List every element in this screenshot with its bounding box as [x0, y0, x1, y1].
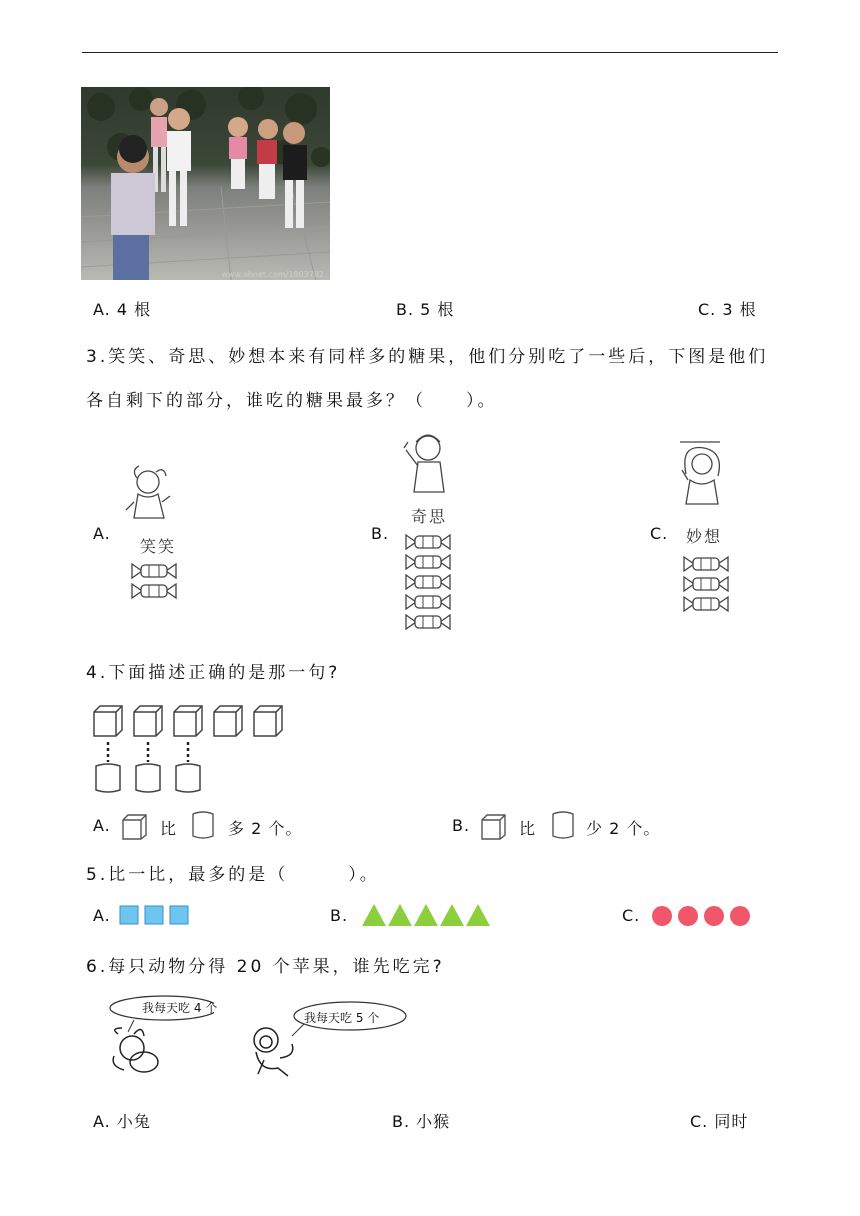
miaoxiang-name: 妙想 — [686, 527, 723, 546]
children-photo — [81, 87, 330, 280]
cube-icon — [254, 706, 282, 736]
triangle-icon — [466, 904, 490, 926]
xiaoxiao-candies — [130, 562, 178, 602]
xiaoxiao-name: 笑笑 — [140, 537, 177, 556]
q6-option-b: B. 小猴 — [392, 1112, 451, 1131]
q4-option-a-letter: A. — [93, 816, 111, 835]
cylinder-icon — [136, 764, 160, 792]
q4-option-b-bi: 比 — [519, 819, 537, 838]
cube-icon — [478, 812, 508, 840]
q3-text-line1: 3.笑笑、奇思、妙想本来有同样多的糖果，他们分别吃了一些后，下图是他们 — [86, 347, 769, 367]
triangle-icon — [362, 904, 386, 926]
q4-text: 4.下面描述正确的是那一句? — [86, 663, 341, 683]
q2-option-b: B. 5 根 — [396, 300, 455, 319]
q5-option-c-letter: C. — [622, 906, 641, 925]
q4-option-b-letter: B. — [452, 816, 471, 835]
xiaoxiao-figure-icon — [120, 462, 180, 532]
q6-option-c: C. 同时 — [690, 1112, 749, 1131]
qisi-name: 奇思 — [411, 507, 448, 526]
q5-option-b-letter: B. — [330, 906, 349, 925]
cylinder-icon — [549, 810, 577, 840]
candy-icon — [682, 575, 730, 593]
q6-text: 6.每只动物分得 20 个苹果，谁先吃完? — [86, 957, 445, 977]
cylinder-icon — [96, 764, 120, 792]
q5-text: 5.比一比，最多的是（ ）。 — [86, 865, 380, 885]
q3-text-line2: 各自剩下的部分，谁吃的糖果最多？（ ）。 — [86, 391, 498, 411]
miaoxiang-candies — [682, 555, 730, 615]
qisi-candies — [404, 533, 452, 633]
qisi-figure-icon — [396, 428, 456, 498]
candy-icon — [130, 582, 178, 600]
q3-choice-a-letter: A. — [93, 524, 111, 543]
q2-option-c: C. 3 根 — [698, 300, 757, 319]
q5-squares — [118, 904, 198, 928]
cube-icon — [119, 812, 149, 840]
circle-icon — [704, 906, 724, 926]
cube-icon — [134, 706, 162, 736]
square-icon — [170, 906, 188, 924]
q3-choice-c-letter: C. — [650, 524, 669, 543]
candy-icon — [404, 573, 452, 591]
cylinder-icon — [189, 810, 217, 840]
q5-circles — [650, 904, 760, 928]
q4-option-a-rest: 多 2 个。 — [228, 819, 303, 838]
candy-icon — [404, 613, 452, 631]
cube-icon — [174, 706, 202, 736]
cube-icon — [214, 706, 242, 736]
circle-icon — [730, 906, 750, 926]
circle-icon — [652, 906, 672, 926]
triangle-icon — [414, 904, 438, 926]
cubes-cylinders-figure — [90, 700, 300, 796]
candy-icon — [404, 553, 452, 571]
q3-choice-b-letter: B. — [371, 524, 390, 543]
header-rule — [82, 52, 778, 53]
candy-icon — [130, 562, 178, 580]
triangle-icon — [440, 904, 464, 926]
square-icon — [145, 906, 163, 924]
miaoxiang-figure-icon — [672, 440, 732, 512]
triangle-icon — [388, 904, 412, 926]
square-icon — [120, 906, 138, 924]
q6-option-a: A. 小兔 — [93, 1112, 151, 1131]
monkey-speech-bubble: 我每天吃 5 个 — [304, 1011, 380, 1025]
cube-icon — [94, 706, 122, 736]
candy-icon — [404, 593, 452, 611]
circle-icon — [678, 906, 698, 926]
q4-option-a-bi: 比 — [160, 819, 178, 838]
q5-option-a-letter: A. — [93, 906, 111, 925]
q5-triangles — [360, 902, 495, 928]
photo-watermark: www.ahnet.com/1803782 — [221, 270, 324, 279]
candy-icon — [682, 595, 730, 613]
q4-option-b-rest: 少 2 个。 — [586, 819, 661, 838]
q2-option-a: A. 4 根 — [93, 300, 152, 319]
candy-icon — [682, 555, 730, 573]
candy-icon — [404, 533, 452, 551]
rabbit-speech-bubble: 我每天吃 4 个 — [142, 1001, 218, 1015]
cylinder-icon — [176, 764, 200, 792]
